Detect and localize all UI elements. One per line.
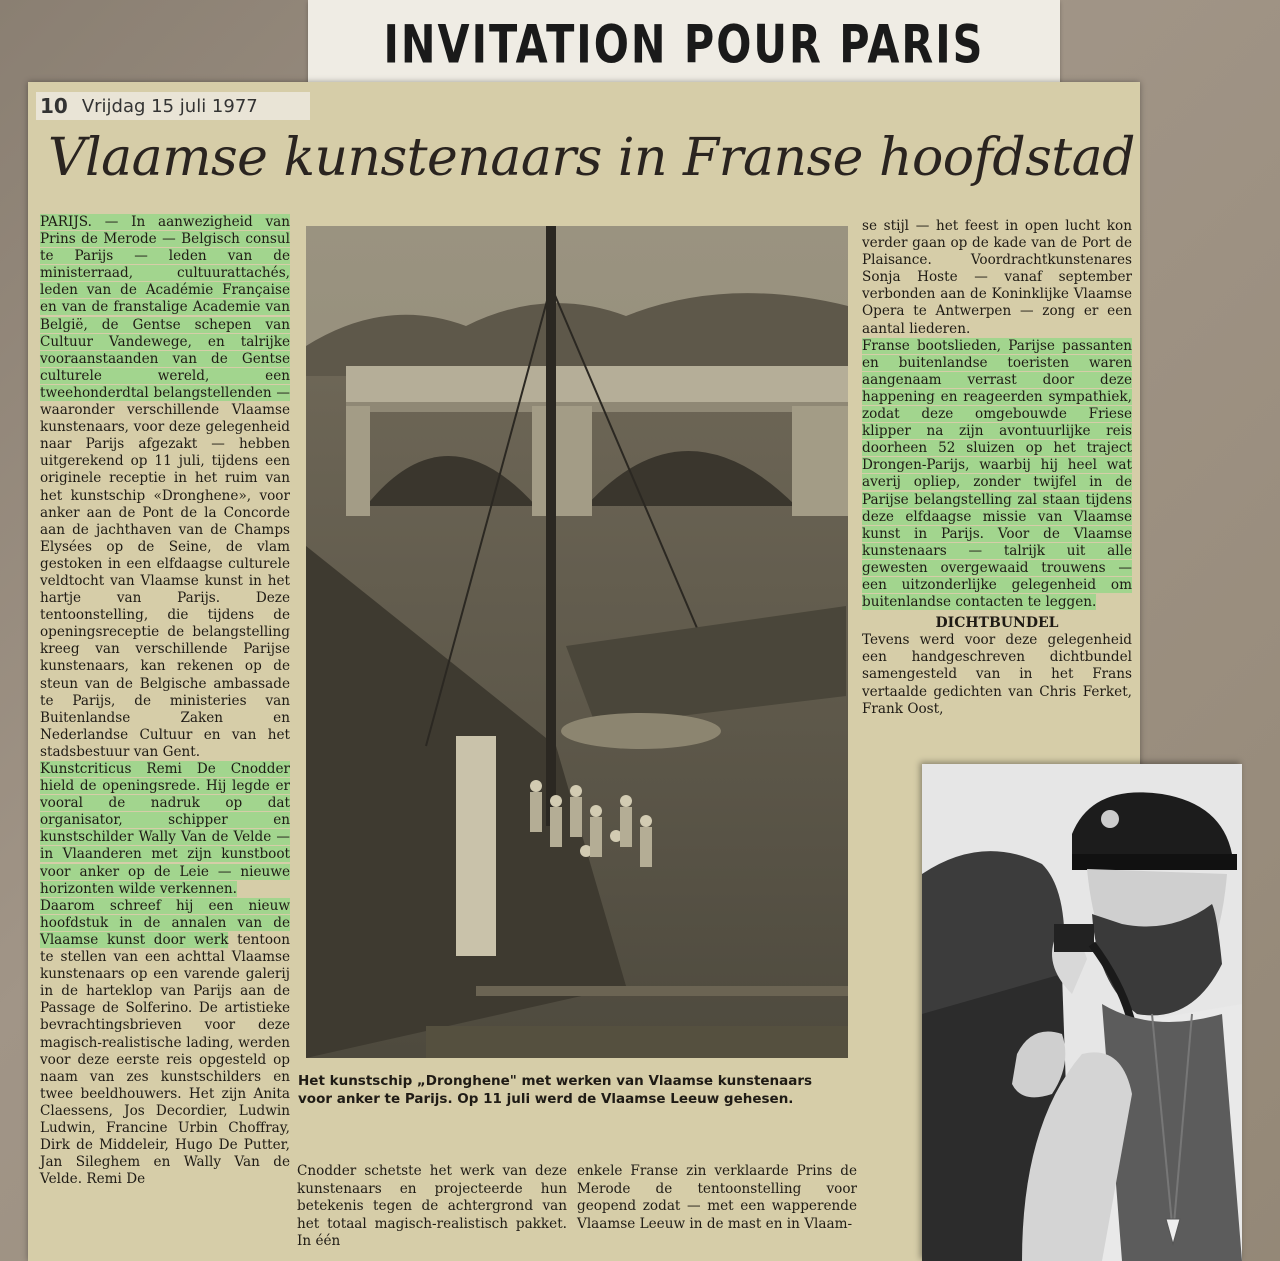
article-bottom-column-2: enkele Franse zin verklaarde Prins de Merode de tentoonstelling voor geopend zodat — met een wapperende Vlaamse Leeuw in de mast en in Vlaam-	[577, 1163, 857, 1232]
body-text: tentoon te stellen van een achttal Vlaamse kunstenaars op een varende galerij in de harteklop van Parijs aan de Passage de Solferino. De artistieke bevrachtingsbrieven voor deze magisch-realistische lading, werden voor deze eerste reis opgesteld op naam van zes kunstschilders en twee beeldhouwers. Het zijn Anita Claessens, Jos Decordier, Ludwin Ludwin, Francine Urbin Choffray, Dirk de Middeleir, Hugo De Putter, Jan Sileghem en Wally Van de Velde. Remi De	[40, 931, 290, 1188]
article-headline: Vlaamse kunstenaars in Franse hoofdstad	[48, 128, 1135, 188]
captain-portrait-photo	[922, 764, 1242, 1261]
paragraph	[862, 338, 1132, 612]
paragraph	[40, 898, 290, 1189]
highlighted-text: Franse bootslieden, Parijse passanten en buitenlandse toeristen waren aangenaam verrast door deze happening en reageerden sympathiek, zodat deze omgebouwde Friese klipper na zijn avontuurlijke reis doorheen 52 sluizen op het traject Drongen-Parijs, waarbij hij heel wat averij opliep, zonder twijfel in de Parijse belangstelling zal staan tijdens deze elfdaagse missie van Vlaamse kunst in Parijs. Voor de Vlaamse kunstenaars — talrijk uit alle gewesten overgewaaid trouwens — een uitzonderlijke gelegenheid om buitenlandse contacten te leggen.	[862, 337, 1132, 611]
banner-title: INVITATION POUR PARIS	[383, 12, 985, 76]
article-column-3	[862, 218, 1132, 718]
section-subhead: DICHTBUNDEL	[935, 615, 1059, 632]
dateline	[36, 92, 310, 120]
publication-date: Vrijdag 15 juli 1977	[81, 95, 258, 117]
paragraph	[40, 761, 290, 898]
article-bottom-column-1: Cnodder schetste het werk van deze kunstenaars en projecteerde hun betekenis tegen de achtergrond van het totaal magisch-realistisch pakket. In één	[297, 1163, 567, 1250]
paragraph: Tevens werd voor deze gelegenheid een handgeschreven dichtbundel samengesteld van in het Frans vertaalde gedichten van Chris Ferket, Frank Oost,	[862, 632, 1132, 717]
title-banner	[308, 0, 1060, 88]
captain-portrait-illustration	[922, 764, 1242, 1261]
ship-photo	[306, 226, 848, 1058]
body-text: waaronder verschillende Vlaamse kunstenaars, voor deze gelegenheid naar Parijs afgezakt — hebben uitgerekend op 11 juli, tijdens een originele receptie in het ruim van het kunstschip «Dronghene», voor anker aan de Pont de la Concorde aan de jachthaven van de Champs Elysées op de Seine, de vlam gestoken in een elfdaagse culturele veldtocht van Vlaamse kunst in het hartje van Parijs. Deze tentoonstelling, die tijdens de openingsreceptie de belangstelling kreeg van verschillende Parijse kunstenaars, kan rekenen op de steun van de Belgische ambassade te Parijs, de ministeries van Buitenlandse Zaken en Nederlandse Cultuur en van het stadsbestuur van Gent.	[40, 402, 290, 760]
ship-photo-illustration	[306, 226, 848, 1058]
photo-caption: Het kunstschip „Dronghene" met werken van Vlaamse kunstenaars voor anker te Parijs. Op 11 juli werd de Vlaamse Leeuw gehesen.	[298, 1073, 813, 1107]
highlighted-text: Daarom schreef hij een nieuw hoofdstuk in de annalen van de Vlaamse kunst door werk	[40, 897, 290, 948]
paragraph: se stijl — het feest in open lucht kon verder gaan op de kade van de Port de Plaisance. Voordrachtkunstenares Sonja Hoste — vanaf september verbonden aan de Koninklijke Vlaamse Opera te Antwerpen — zong er een aantal liederen.	[862, 218, 1132, 337]
paragraph	[40, 214, 290, 761]
article-column-1	[40, 214, 290, 1188]
highlighted-text: Kunstcriticus Remi De Cnodder hield de openingsrede. Hij legde er vooral de nadruk op dat organisator, schipper en kunstschilder Wally Van de Velde — in Vlaanderen met zijn kunstboot voor anker op de Leie — nieuwe horizonten wilde verkennen.	[40, 761, 290, 897]
highlighted-text: PARIJS. — In aanwezigheid van Prins de Merode — Belgisch consul te Parijs — leden van de ministerraad, cultuurattachés, leden van de Académie Française en van de franstalige Academie van België, de Gentse schepen van Cultuur Vandewege, en talrijke vooraanstaanden van de Gentse culturele wereld, een tweehonderdtal belangstellenden —	[40, 214, 290, 401]
page-number: 10	[40, 94, 68, 118]
